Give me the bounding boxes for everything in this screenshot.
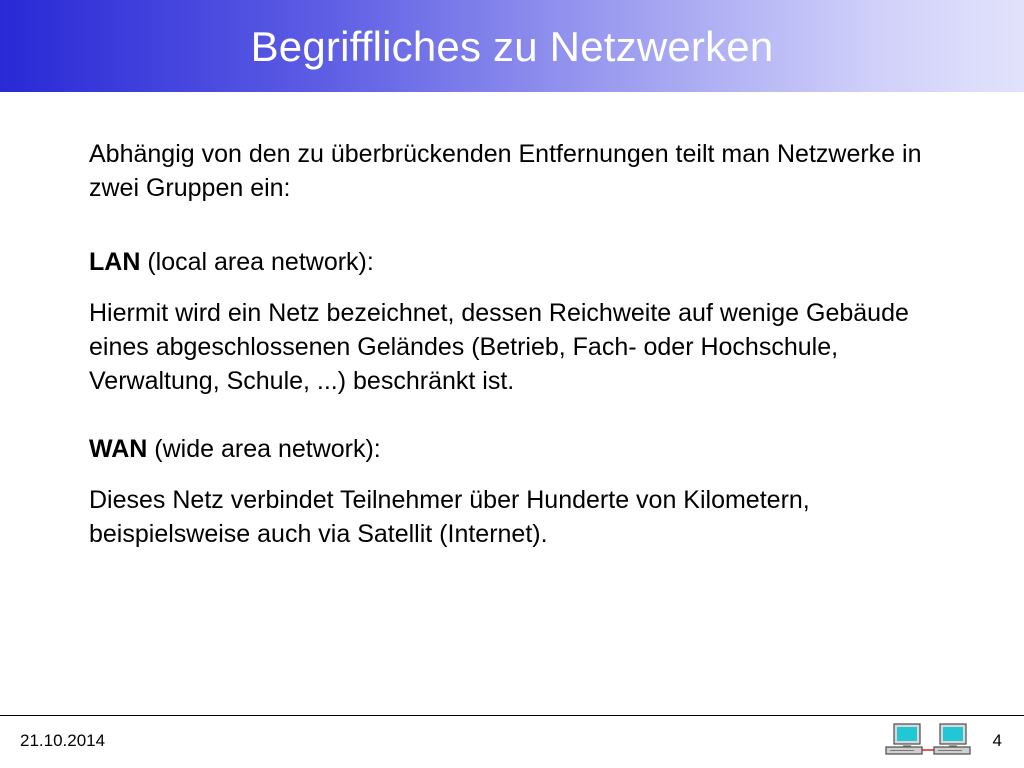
footer-date: 21.10.2014 — [20, 731, 106, 750]
slide-title: Begriffliches zu Netzwerken — [250, 23, 774, 70]
right-monitor-screen — [943, 727, 963, 741]
wan-expansion: (wide area network): — [147, 435, 381, 463]
intro-paragraph: Abhängig von den zu überbrückenden Entfernungen teilt man Netzwerke in zwei Gruppen ein: — [89, 140, 922, 202]
left-computer-icon — [886, 724, 922, 754]
left-monitor-screen — [897, 727, 917, 741]
title-bar — [0, 0, 1024, 92]
wan-term: WAN — [89, 435, 148, 463]
wan-heading — [89, 432, 949, 466]
lan-description: Hiermit wird ein Netz bezeichnet, dessen Reichweite auf wenige Gebäude eines abgeschlossenen Geländes (Betrieb, Fach- oder Hochschule, Verwaltung, Schule, ...) beschränkt ist. — [89, 299, 909, 395]
wan-description: Dieses Netz verbindet Teilnehmer über Hunderte von Kilometern, beispielsweise auch via Satellit (Internet). — [89, 486, 810, 548]
right-computer-icon — [934, 724, 970, 754]
lan-term: LAN — [89, 248, 141, 276]
page-number: 4 — [992, 731, 1002, 750]
networked-computers-icon — [884, 720, 974, 762]
lan-expansion: (local area network): — [140, 248, 374, 276]
lan-heading — [89, 245, 949, 279]
footer-divider — [0, 715, 1024, 716]
